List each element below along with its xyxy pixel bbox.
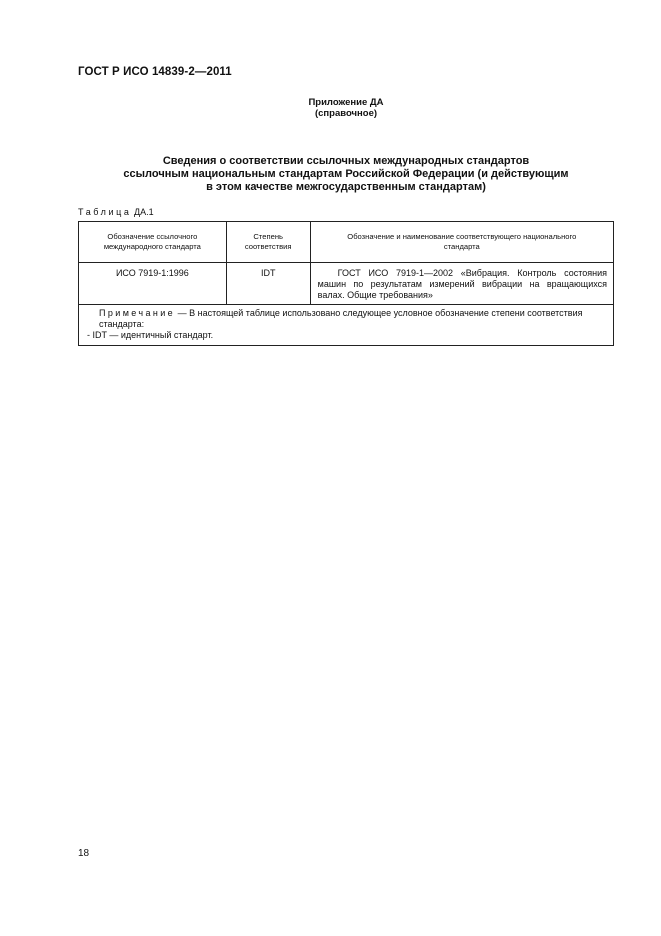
appendix-subtitle: (справочное) bbox=[314, 108, 378, 119]
note-text: — В настоящей таблице использовано следующее условное обозначение степени соответствия стандарта: bbox=[99, 308, 583, 329]
header-intl-standard-line-1: Обозначение ссылочного bbox=[107, 232, 198, 241]
header-national-standard-line-2: стандарта bbox=[443, 242, 480, 251]
header-degree bbox=[226, 222, 310, 263]
table-note bbox=[79, 305, 614, 346]
table-note-row bbox=[79, 305, 614, 346]
note-paragraph bbox=[87, 308, 607, 330]
table-caption-number: ДА.1 bbox=[134, 207, 154, 217]
cell-degree: IDT bbox=[226, 263, 310, 305]
table-caption bbox=[78, 207, 154, 217]
page-number: 18 bbox=[78, 848, 90, 859]
table-caption-word: Таблица bbox=[78, 207, 132, 217]
header-degree-line-1: Степень bbox=[253, 232, 283, 241]
note-label: Примечание bbox=[99, 308, 176, 318]
section-title-line-3: в этом качестве межгосударственным стандартам) bbox=[206, 181, 486, 193]
table-header-row bbox=[79, 222, 614, 263]
note-item: - IDT — идентичный стандарт. bbox=[87, 330, 214, 340]
document-code: ГОСТ Р ИСО 14839-2—2011 bbox=[78, 66, 232, 78]
header-degree-line-2: соответствия bbox=[244, 242, 292, 251]
header-national-standard-line-1: Обозначение и наименование соответствующего национального bbox=[347, 232, 577, 241]
section-title-line-1: Сведения о соответствии ссылочных международных стандартов bbox=[162, 155, 530, 167]
cell-intl-standard: ИСО 7919-1:1996 bbox=[79, 263, 227, 305]
cell-national-standard: ГОСТ ИСО 7919-1—2002 «Вибрация. Контроль состояния машин по результатам измерений вибрации на вращающихся валах. Общие требования» bbox=[310, 263, 613, 305]
standards-correspondence-table bbox=[78, 221, 614, 346]
appendix-title: Приложение ДА bbox=[308, 97, 384, 108]
table-row bbox=[79, 263, 614, 305]
section-title bbox=[0, 155, 661, 194]
section-title-line-2: ссылочным национальным стандартам Российской Федерации (и действующим bbox=[123, 168, 569, 180]
header-intl-standard bbox=[79, 222, 227, 263]
header-intl-standard-line-2: международного стандарта bbox=[103, 242, 201, 251]
appendix-heading bbox=[0, 97, 661, 119]
header-national-standard bbox=[310, 222, 613, 263]
